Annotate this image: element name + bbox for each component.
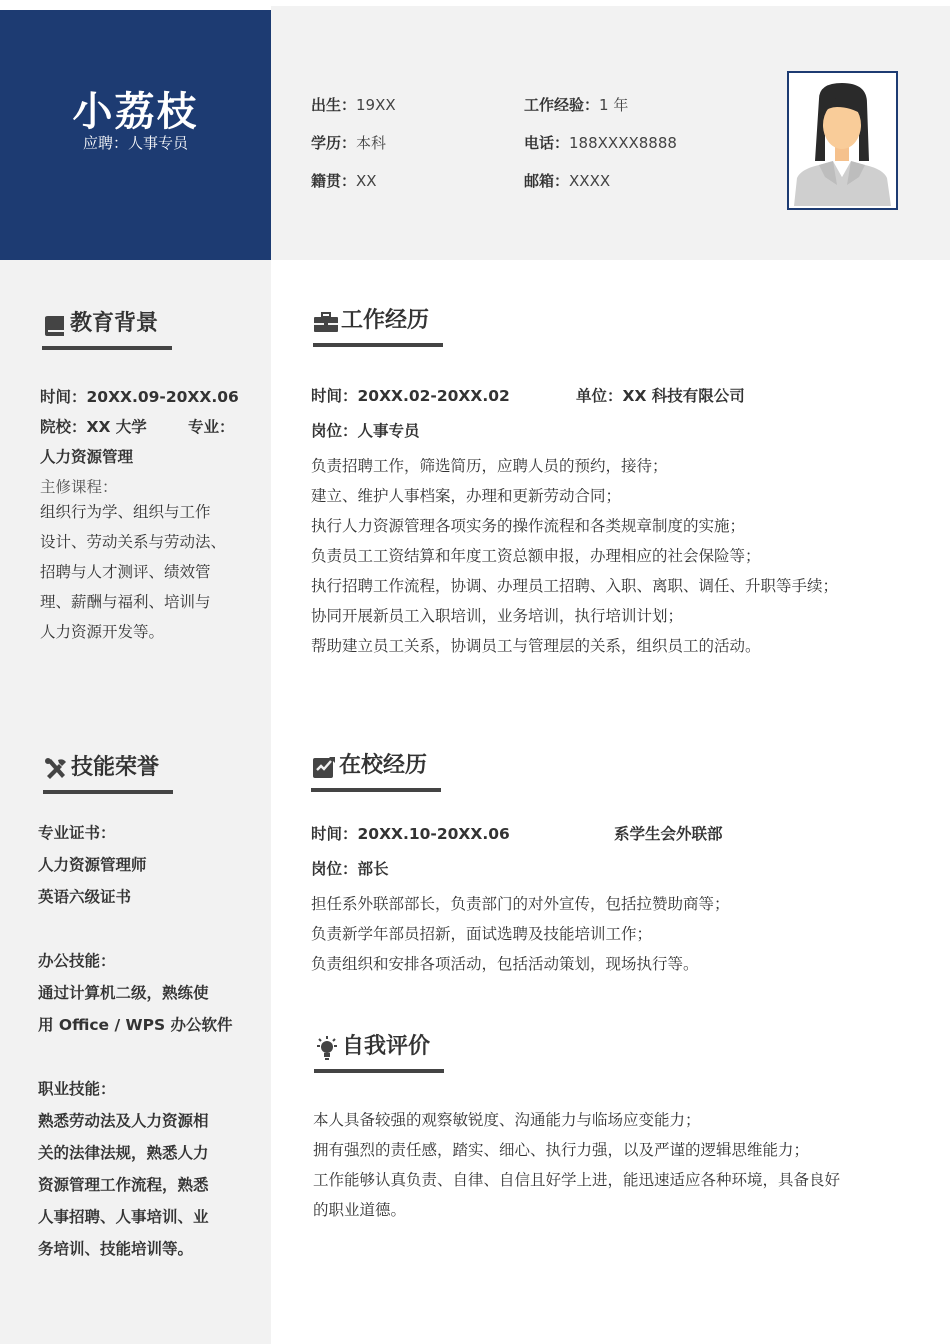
education-time: 时间：20XX.09-20XX.06 — [40, 388, 239, 406]
campus-duty: 负责组织和安排各项活动，包括活动策划，现场执行等。 — [311, 955, 699, 973]
education-info — [311, 132, 386, 153]
campus-underline — [311, 788, 441, 792]
education-title: 教育背景 — [70, 311, 159, 336]
birth-label: 出生： — [311, 96, 357, 114]
education-major-value: 人力资源管理 — [40, 448, 134, 466]
email-label: 邮箱： — [524, 172, 570, 190]
self-eval-line: 工作能够认真负责、自律、自信且好学上进，能迅速适应各种环境，具备良好 — [313, 1171, 841, 1189]
experience-value: 1 年 — [599, 96, 629, 114]
skills-title: 技能荣誉 — [71, 755, 160, 780]
self-eval-line: 的职业道德。 — [313, 1201, 407, 1219]
phone-info — [524, 132, 677, 153]
name-block — [0, 10, 271, 260]
email-info — [524, 170, 610, 191]
phone-value: 188XXXX8888 — [569, 134, 677, 152]
education-course-line: 人力资源开发等。 — [40, 623, 165, 641]
briefcase-icon — [313, 309, 339, 335]
work-duty: 执行人力资源管理各项实务的操作流程和各类规章制度的实施； — [311, 517, 746, 535]
lightbulb-icon — [314, 1035, 340, 1061]
origin-label: 籍贯： — [311, 172, 357, 190]
campus-duty: 负责新学年部员招新，面试选聘及技能培训工作； — [311, 925, 653, 943]
cert-label: 专业证书： — [38, 824, 116, 842]
self-eval-line: 拥有强烈的责任感，踏实、细心、执行力强，以及严谨的逻辑思维能力； — [313, 1141, 810, 1159]
pro-skills-line: 务培训、技能培训等。 — [38, 1240, 194, 1258]
office-skills-label: 办公技能： — [38, 952, 116, 970]
cert-item: 人力资源管理师 — [38, 856, 147, 874]
education-courses-label: 主修课程： — [40, 478, 118, 496]
education-value: 本科 — [356, 134, 387, 152]
self-eval-line: 本人具备较强的观察敏锐度、沟通能力与临场应变能力； — [313, 1111, 701, 1129]
cert-item: 英语六级证书 — [38, 888, 132, 906]
campus-time: 时间：20XX.10-20XX.06 — [311, 825, 510, 843]
profile-photo — [787, 71, 898, 210]
work-duty: 负责员工工资结算和年度工资总额申报，办理相应的社会保险等； — [311, 547, 761, 565]
origin-info — [311, 170, 377, 191]
candidate-name: 小荔枝 — [72, 89, 199, 135]
education-course-line: 设计、劳动关系与劳动法、 — [40, 533, 227, 551]
education-school: 院校：XX 大学 — [40, 418, 147, 436]
pro-skills-label: 职业技能： — [38, 1080, 116, 1098]
work-underline — [313, 343, 443, 347]
work-duty: 负责招聘工作，筛选简历，应聘人员的预约，接待； — [311, 457, 668, 475]
email-value: XXXX — [569, 172, 611, 190]
education-course-line: 组织行为学、组织与工作 — [40, 503, 211, 521]
office-skills-line: 通过计算机二级，熟练使 — [38, 984, 209, 1002]
female-avatar-icon — [789, 73, 896, 208]
work-duty: 协同开展新员工入职培训，业务培训，执行培训计划； — [311, 607, 684, 625]
work-duty: 执行招聘工作流程，协调、办理员工招聘、入职、离职、调任、升职等手续； — [311, 577, 839, 595]
education-course-line: 招聘与人才测评、绩效管 — [40, 563, 211, 581]
campus-org: 系学生会外联部 — [614, 825, 723, 843]
work-time: 时间：20XX.02-20XX.02 — [311, 387, 510, 405]
education-underline — [42, 346, 172, 350]
work-duty: 帮助建立员工关系，协调员工与管理层的关系，组织员工的活动。 — [311, 637, 761, 655]
experience-info — [524, 94, 628, 115]
education-label: 学历： — [311, 134, 357, 152]
tools-icon — [43, 756, 69, 782]
education-major-label: 专业： — [188, 418, 235, 436]
campus-duty: 担任系外联部部长，负责部门的对外宣传，包括拉赞助商等； — [311, 895, 730, 913]
skills-underline — [43, 790, 173, 794]
birth-value: 19XX — [356, 96, 396, 114]
origin-value: XX — [356, 172, 377, 190]
self-underline — [314, 1069, 444, 1073]
self-title: 自我评价 — [342, 1034, 431, 1059]
campus-position: 岗位：部长 — [311, 860, 389, 878]
work-position: 岗位：人事专员 — [311, 422, 420, 440]
edit-icon — [311, 754, 337, 780]
education-course-line: 理、薪酬与福利、培训与 — [40, 593, 211, 611]
applied-position: 应聘：人事专员 — [82, 134, 188, 152]
phone-label: 电话： — [524, 134, 570, 152]
experience-label: 工作经验： — [524, 96, 600, 114]
work-title: 工作经历 — [341, 308, 430, 333]
pro-skills-line: 资源管理工作流程，熟悉 — [38, 1176, 209, 1194]
office-skills-line: 用 Office / WPS 办公软件 — [38, 1016, 233, 1034]
campus-title: 在校经历 — [339, 753, 428, 778]
work-duty: 建立、维护人事档案，办理和更新劳动合同； — [311, 487, 622, 505]
birth-info — [311, 94, 396, 115]
pro-skills-line: 熟悉劳动法及人力资源相 — [38, 1112, 209, 1130]
book-icon — [42, 312, 68, 338]
pro-skills-line: 关的法律法规，熟悉人力 — [38, 1144, 209, 1162]
work-company: 单位：XX 科技有限公司 — [576, 387, 745, 405]
pro-skills-line: 人事招聘、人事培训、业 — [38, 1208, 209, 1226]
